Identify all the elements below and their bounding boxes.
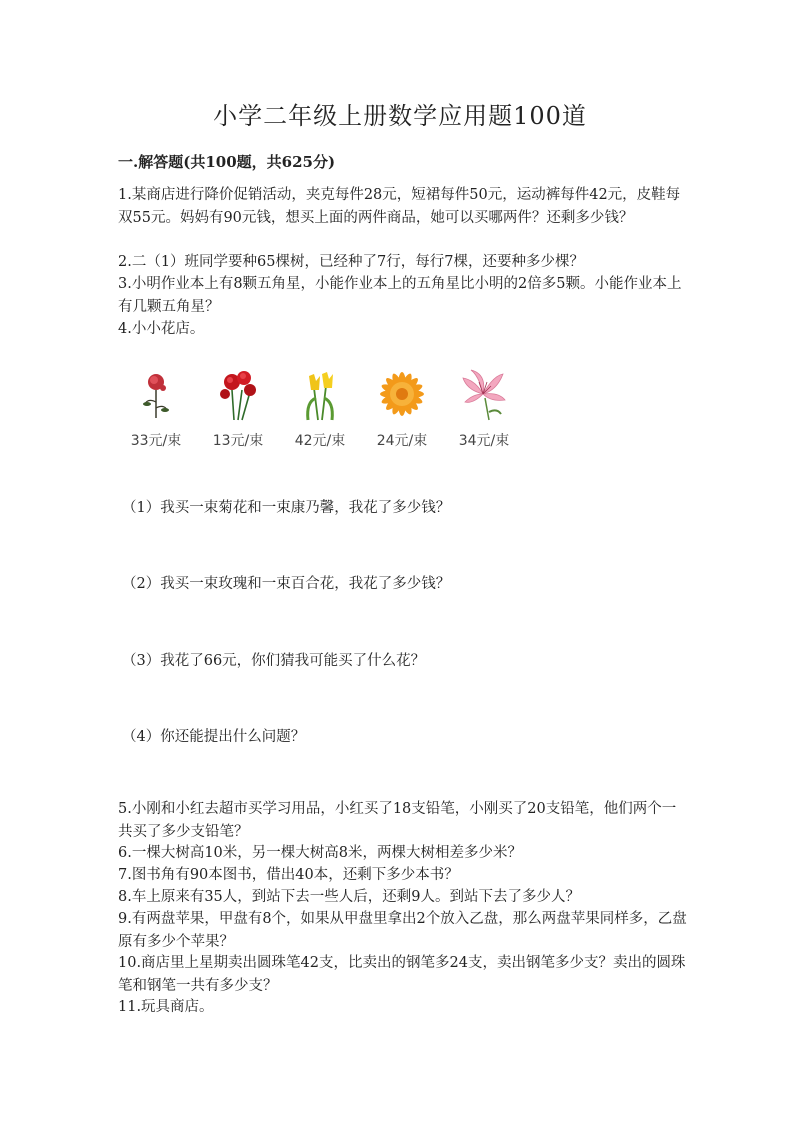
page-title: 小学二年级上册数学应用题100道	[213, 102, 587, 130]
flower-price: 42元/束	[294, 433, 346, 449]
question-4-part-1: （1）我买一束菊花和一束康乃馨，我花了多少钱？	[122, 500, 451, 516]
flower-item-tulip	[282, 368, 358, 452]
question-7: 7.图书角有90本图书，借出40本，还剩下多少本书？	[118, 867, 459, 883]
question-5: 5.小刚和小红去超市买学习用品，小红买了18支铅笔，小刚买了20支铅笔，他们两个一共买了多少支铅笔？	[118, 801, 677, 840]
section-heading: 一.解答题(共100题，共625分)	[118, 153, 336, 171]
flower-item-chrysanthemum	[364, 368, 440, 452]
question-3: 3.小明作业本上有8颗五角星，小能作业本上的五角星比小明的2倍多5颗。小能作业本上有几颗五角星？	[118, 276, 682, 315]
flower-item-carnation	[200, 368, 276, 452]
flower-price: 34元/束	[458, 433, 510, 449]
flower-price: 13元/束	[212, 433, 264, 449]
question-10: 10.商店里上星期卖出圆珠笔42支，比卖出的钢笔多24支，卖出钢笔多少支？卖出的圆珠笔和钢笔一共有多少支？	[118, 955, 686, 994]
question-4-part-3: （3）我花了66元，你们猜我可能买了什么花？	[122, 653, 426, 669]
question-4-part-4: （4）你还能提出什么问题？	[122, 729, 306, 745]
rose-icon	[136, 368, 176, 420]
flower-item-rose	[118, 368, 194, 452]
question-8: 8.车上原来有35人，到站下去一些人后，还剩9人。到站下去了多少人？	[118, 889, 581, 905]
carnation-icon	[216, 368, 260, 422]
question-6: 6.一棵大树高10米，另一棵大树高8米，两棵大树相差多少米？	[118, 845, 523, 861]
question-9: 9.有两盘苹果，甲盘有8个，如果从甲盘里拿出2个放入乙盘，那么两盘苹果同样多，乙盘原有多少个苹果？	[118, 911, 687, 950]
flower-price-list	[118, 368, 578, 452]
tulip-icon	[300, 368, 340, 422]
question-4: 4.小小花店。	[118, 321, 205, 337]
flower-item-lily	[446, 368, 522, 452]
question-11: 11.玩具商店。	[118, 999, 214, 1015]
question-2: 2.二（1）班同学要种65棵树，已经种了7行，每行7棵，还要种多少棵？	[118, 254, 584, 270]
flower-price: 24元/束	[376, 433, 428, 449]
flower-price: 33元/束	[130, 433, 182, 449]
question-4-part-2: （2）我买一束玫瑰和一束百合花，我花了多少钱？	[122, 576, 451, 592]
chrysanthemum-icon	[376, 368, 428, 420]
question-1: 1.某商店进行降价促销活动，夹克每件28元，短裙每件50元，运动裤每件42元，皮鞋每双55元。妈妈有90元钱，想买上面的两件商品，她可以买哪两件？还剩多少钱？	[118, 187, 681, 226]
lily-icon	[459, 368, 509, 422]
